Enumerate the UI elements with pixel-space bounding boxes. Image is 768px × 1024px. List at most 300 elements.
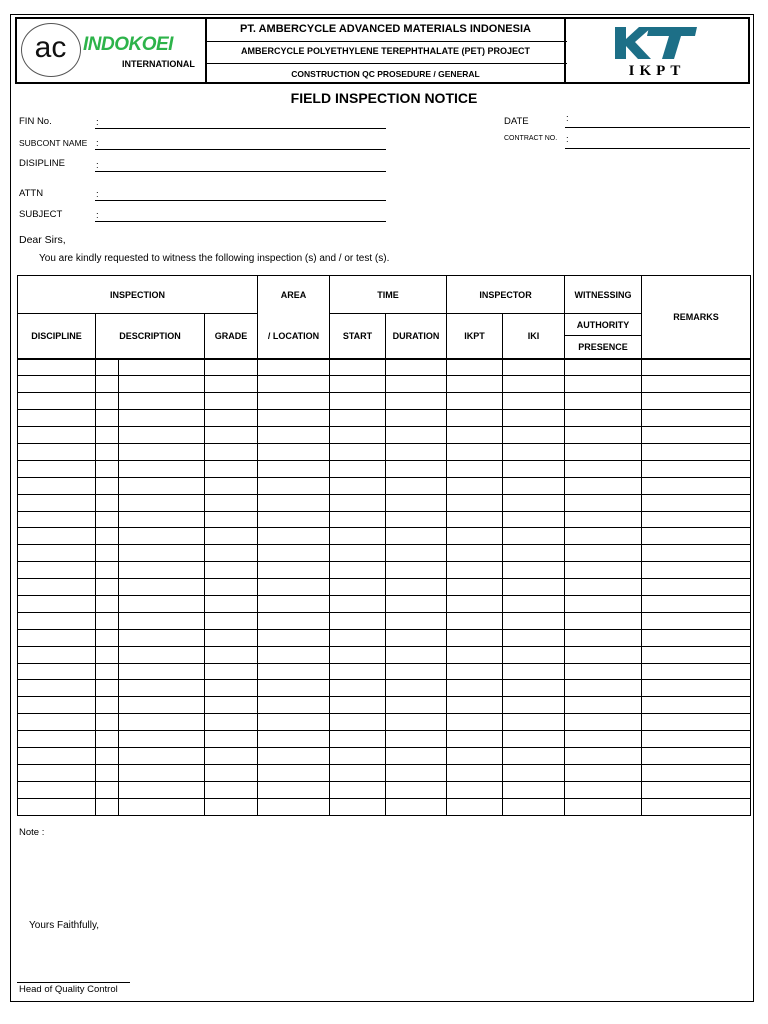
table-cell[interactable]: [96, 528, 119, 545]
table-cell[interactable]: [18, 511, 96, 528]
table-cell[interactable]: [565, 494, 642, 511]
table-cell[interactable]: [386, 511, 447, 528]
table-cell[interactable]: [447, 579, 503, 596]
table-cell[interactable]: [503, 393, 565, 410]
table-cell[interactable]: [330, 511, 386, 528]
table-cell[interactable]: [119, 477, 205, 494]
table-cell[interactable]: [330, 393, 386, 410]
table-cell[interactable]: [119, 393, 205, 410]
table-cell[interactable]: [119, 781, 205, 798]
table-cell[interactable]: [642, 612, 751, 629]
table-cell[interactable]: [330, 764, 386, 781]
table-cell[interactable]: [18, 595, 96, 612]
table-cell[interactable]: [565, 376, 642, 393]
table-cell[interactable]: [96, 562, 119, 579]
table-cell[interactable]: [386, 562, 447, 579]
table-cell[interactable]: [96, 393, 119, 410]
table-cell[interactable]: [119, 646, 205, 663]
table-cell[interactable]: [205, 460, 258, 477]
table-cell[interactable]: [18, 393, 96, 410]
table-cell[interactable]: [386, 764, 447, 781]
table-cell[interactable]: [18, 714, 96, 731]
table-cell[interactable]: [119, 764, 205, 781]
table-cell[interactable]: [205, 663, 258, 680]
table-cell[interactable]: [205, 545, 258, 562]
table-cell[interactable]: [447, 359, 503, 376]
table-cell[interactable]: [447, 477, 503, 494]
table-cell[interactable]: [330, 747, 386, 764]
table-cell[interactable]: [386, 680, 447, 697]
table-cell[interactable]: [258, 410, 330, 427]
table-cell[interactable]: [330, 443, 386, 460]
table-cell[interactable]: [119, 663, 205, 680]
table-cell[interactable]: [258, 646, 330, 663]
table-cell[interactable]: [642, 680, 751, 697]
table-cell[interactable]: [642, 781, 751, 798]
table-cell[interactable]: [565, 359, 642, 376]
table-cell[interactable]: [18, 545, 96, 562]
table-cell[interactable]: [330, 798, 386, 815]
table-cell[interactable]: [119, 494, 205, 511]
table-cell[interactable]: [503, 781, 565, 798]
table-cell[interactable]: [642, 562, 751, 579]
table-cell[interactable]: [119, 697, 205, 714]
table-cell[interactable]: [642, 427, 751, 444]
table-cell[interactable]: [447, 680, 503, 697]
table-cell[interactable]: [119, 562, 205, 579]
table-cell[interactable]: [96, 359, 119, 376]
table-cell[interactable]: [96, 477, 119, 494]
table-cell[interactable]: [18, 460, 96, 477]
table-cell[interactable]: [386, 427, 447, 444]
table-cell[interactable]: [447, 511, 503, 528]
table-cell[interactable]: [330, 562, 386, 579]
table-cell[interactable]: [330, 494, 386, 511]
table-cell[interactable]: [119, 798, 205, 815]
table-cell[interactable]: [18, 612, 96, 629]
table-cell[interactable]: [205, 528, 258, 545]
table-cell[interactable]: [96, 629, 119, 646]
table-cell[interactable]: [18, 528, 96, 545]
table-cell[interactable]: [119, 595, 205, 612]
table-cell[interactable]: [447, 427, 503, 444]
table-cell[interactable]: [18, 410, 96, 427]
table-cell[interactable]: [258, 680, 330, 697]
table-cell[interactable]: [386, 781, 447, 798]
table-cell[interactable]: [503, 798, 565, 815]
table-cell[interactable]: [503, 646, 565, 663]
table-cell[interactable]: [447, 410, 503, 427]
table-cell[interactable]: [386, 545, 447, 562]
table-cell[interactable]: [447, 781, 503, 798]
table-cell[interactable]: [503, 477, 565, 494]
table-cell[interactable]: [205, 562, 258, 579]
table-cell[interactable]: [642, 714, 751, 731]
table-cell[interactable]: [330, 663, 386, 680]
table-cell[interactable]: [18, 731, 96, 748]
table-cell[interactable]: [503, 663, 565, 680]
table-cell[interactable]: [565, 680, 642, 697]
table-cell[interactable]: [642, 359, 751, 376]
table-cell[interactable]: [330, 477, 386, 494]
table-cell[interactable]: [96, 781, 119, 798]
table-cell[interactable]: [258, 528, 330, 545]
table-cell[interactable]: [330, 410, 386, 427]
table-cell[interactable]: [18, 579, 96, 596]
table-cell[interactable]: [386, 798, 447, 815]
table-cell[interactable]: [18, 764, 96, 781]
table-cell[interactable]: [503, 629, 565, 646]
table-cell[interactable]: [565, 612, 642, 629]
table-cell[interactable]: [447, 595, 503, 612]
table-cell[interactable]: [258, 714, 330, 731]
table-cell[interactable]: [642, 646, 751, 663]
table-cell[interactable]: [386, 663, 447, 680]
table-cell[interactable]: [330, 781, 386, 798]
table-cell[interactable]: [447, 731, 503, 748]
table-cell[interactable]: [258, 393, 330, 410]
table-cell[interactable]: [503, 427, 565, 444]
table-cell[interactable]: [18, 427, 96, 444]
table-cell[interactable]: [447, 545, 503, 562]
table-cell[interactable]: [503, 595, 565, 612]
table-cell[interactable]: [642, 376, 751, 393]
table-cell[interactable]: [119, 731, 205, 748]
table-cell[interactable]: [18, 663, 96, 680]
table-cell[interactable]: [642, 731, 751, 748]
table-cell[interactable]: [330, 427, 386, 444]
table-cell[interactable]: [503, 697, 565, 714]
table-cell[interactable]: [119, 410, 205, 427]
table-cell[interactable]: [565, 595, 642, 612]
table-cell[interactable]: [503, 562, 565, 579]
table-cell[interactable]: [447, 612, 503, 629]
table-cell[interactable]: [18, 680, 96, 697]
table-cell[interactable]: [18, 359, 96, 376]
table-cell[interactable]: [565, 393, 642, 410]
table-cell[interactable]: [96, 798, 119, 815]
table-cell[interactable]: [642, 494, 751, 511]
table-cell[interactable]: [258, 359, 330, 376]
table-cell[interactable]: [642, 764, 751, 781]
table-cell[interactable]: [386, 747, 447, 764]
table-cell[interactable]: [205, 764, 258, 781]
table-cell[interactable]: [96, 731, 119, 748]
table-cell[interactable]: [330, 376, 386, 393]
table-cell[interactable]: [386, 477, 447, 494]
table-cell[interactable]: [330, 359, 386, 376]
table-cell[interactable]: [565, 579, 642, 596]
table-cell[interactable]: [330, 680, 386, 697]
table-cell[interactable]: [258, 781, 330, 798]
table-cell[interactable]: [205, 714, 258, 731]
table-cell[interactable]: [205, 477, 258, 494]
table-cell[interactable]: [18, 697, 96, 714]
table-cell[interactable]: [205, 359, 258, 376]
table-cell[interactable]: [447, 460, 503, 477]
table-cell[interactable]: [386, 494, 447, 511]
table-cell[interactable]: [330, 579, 386, 596]
table-cell[interactable]: [119, 629, 205, 646]
table-cell[interactable]: [119, 579, 205, 596]
table-cell[interactable]: [386, 376, 447, 393]
table-cell[interactable]: [258, 595, 330, 612]
table-cell[interactable]: [330, 646, 386, 663]
table-cell[interactable]: [205, 798, 258, 815]
table-cell[interactable]: [642, 629, 751, 646]
table-cell[interactable]: [330, 460, 386, 477]
table-cell[interactable]: [330, 528, 386, 545]
table-cell[interactable]: [205, 612, 258, 629]
table-cell[interactable]: [447, 663, 503, 680]
table-cell[interactable]: [503, 764, 565, 781]
table-cell[interactable]: [447, 714, 503, 731]
table-cell[interactable]: [503, 359, 565, 376]
table-cell[interactable]: [96, 410, 119, 427]
table-cell[interactable]: [96, 545, 119, 562]
table-cell[interactable]: [503, 528, 565, 545]
table-cell[interactable]: [205, 511, 258, 528]
table-cell[interactable]: [119, 747, 205, 764]
table-cell[interactable]: [258, 427, 330, 444]
table-cell[interactable]: [503, 714, 565, 731]
table-cell[interactable]: [205, 646, 258, 663]
subject-field[interactable]: [95, 221, 386, 222]
table-cell[interactable]: [96, 443, 119, 460]
table-cell[interactable]: [258, 562, 330, 579]
table-cell[interactable]: [565, 528, 642, 545]
attn-field[interactable]: [95, 200, 386, 201]
table-cell[interactable]: [447, 562, 503, 579]
table-cell[interactable]: [119, 427, 205, 444]
table-cell[interactable]: [565, 764, 642, 781]
table-cell[interactable]: [642, 528, 751, 545]
table-cell[interactable]: [96, 460, 119, 477]
table-cell[interactable]: [565, 460, 642, 477]
table-cell[interactable]: [258, 697, 330, 714]
table-cell[interactable]: [503, 680, 565, 697]
table-cell[interactable]: [386, 460, 447, 477]
table-cell[interactable]: [205, 443, 258, 460]
table-cell[interactable]: [330, 714, 386, 731]
table-cell[interactable]: [258, 798, 330, 815]
table-cell[interactable]: [503, 747, 565, 764]
subcont-name-field[interactable]: [95, 149, 386, 150]
table-cell[interactable]: [642, 460, 751, 477]
table-cell[interactable]: [503, 612, 565, 629]
table-cell[interactable]: [503, 731, 565, 748]
table-cell[interactable]: [258, 731, 330, 748]
table-cell[interactable]: [205, 494, 258, 511]
table-cell[interactable]: [96, 680, 119, 697]
table-cell[interactable]: [119, 460, 205, 477]
table-cell[interactable]: [642, 697, 751, 714]
table-cell[interactable]: [330, 612, 386, 629]
table-cell[interactable]: [119, 511, 205, 528]
table-cell[interactable]: [503, 579, 565, 596]
table-cell[interactable]: [330, 629, 386, 646]
table-cell[interactable]: [503, 376, 565, 393]
table-cell[interactable]: [447, 629, 503, 646]
table-cell[interactable]: [447, 528, 503, 545]
table-cell[interactable]: [96, 646, 119, 663]
table-cell[interactable]: [565, 562, 642, 579]
table-cell[interactable]: [18, 494, 96, 511]
table-cell[interactable]: [119, 376, 205, 393]
table-cell[interactable]: [18, 646, 96, 663]
table-cell[interactable]: [565, 646, 642, 663]
table-cell[interactable]: [447, 764, 503, 781]
table-cell[interactable]: [386, 595, 447, 612]
table-cell[interactable]: [96, 663, 119, 680]
table-cell[interactable]: [642, 595, 751, 612]
table-cell[interactable]: [96, 714, 119, 731]
table-cell[interactable]: [565, 697, 642, 714]
table-cell[interactable]: [386, 629, 447, 646]
table-cell[interactable]: [503, 494, 565, 511]
table-cell[interactable]: [96, 376, 119, 393]
table-cell[interactable]: [386, 697, 447, 714]
table-cell[interactable]: [565, 781, 642, 798]
table-cell[interactable]: [503, 545, 565, 562]
table-cell[interactable]: [258, 376, 330, 393]
table-cell[interactable]: [565, 714, 642, 731]
table-cell[interactable]: [447, 646, 503, 663]
table-cell[interactable]: [205, 697, 258, 714]
table-cell[interactable]: [386, 612, 447, 629]
table-cell[interactable]: [119, 680, 205, 697]
table-cell[interactable]: [447, 393, 503, 410]
table-cell[interactable]: [18, 629, 96, 646]
table-cell[interactable]: [565, 663, 642, 680]
table-cell[interactable]: [386, 579, 447, 596]
table-cell[interactable]: [565, 410, 642, 427]
table-cell[interactable]: [386, 359, 447, 376]
table-cell[interactable]: [96, 427, 119, 444]
signature-line[interactable]: [17, 982, 130, 983]
table-cell[interactable]: [18, 798, 96, 815]
table-cell[interactable]: [642, 477, 751, 494]
table-cell[interactable]: [258, 764, 330, 781]
table-cell[interactable]: [565, 443, 642, 460]
table-cell[interactable]: [205, 680, 258, 697]
table-cell[interactable]: [503, 460, 565, 477]
table-cell[interactable]: [447, 747, 503, 764]
table-cell[interactable]: [96, 612, 119, 629]
table-cell[interactable]: [386, 528, 447, 545]
table-cell[interactable]: [258, 663, 330, 680]
table-cell[interactable]: [18, 443, 96, 460]
table-cell[interactable]: [447, 494, 503, 511]
table-cell[interactable]: [386, 393, 447, 410]
table-cell[interactable]: [205, 781, 258, 798]
table-cell[interactable]: [18, 477, 96, 494]
table-cell[interactable]: [258, 629, 330, 646]
table-cell[interactable]: [96, 595, 119, 612]
table-cell[interactable]: [642, 747, 751, 764]
table-cell[interactable]: [258, 443, 330, 460]
contract-no-field[interactable]: [565, 148, 750, 149]
table-cell[interactable]: [565, 731, 642, 748]
table-cell[interactable]: [258, 460, 330, 477]
table-cell[interactable]: [386, 646, 447, 663]
table-cell[interactable]: [447, 376, 503, 393]
table-cell[interactable]: [565, 629, 642, 646]
table-cell[interactable]: [642, 443, 751, 460]
table-cell[interactable]: [330, 731, 386, 748]
table-cell[interactable]: [330, 697, 386, 714]
table-cell[interactable]: [386, 410, 447, 427]
table-cell[interactable]: [119, 612, 205, 629]
table-cell[interactable]: [258, 545, 330, 562]
date-field[interactable]: [565, 127, 750, 128]
table-cell[interactable]: [205, 427, 258, 444]
table-cell[interactable]: [330, 595, 386, 612]
table-cell[interactable]: [96, 747, 119, 764]
table-cell[interactable]: [205, 393, 258, 410]
table-cell[interactable]: [447, 697, 503, 714]
table-cell[interactable]: [119, 443, 205, 460]
table-cell[interactable]: [18, 562, 96, 579]
table-cell[interactable]: [386, 714, 447, 731]
table-cell[interactable]: [96, 511, 119, 528]
table-cell[interactable]: [565, 477, 642, 494]
table-cell[interactable]: [119, 545, 205, 562]
table-cell[interactable]: [258, 511, 330, 528]
table-cell[interactable]: [447, 798, 503, 815]
table-cell[interactable]: [258, 477, 330, 494]
fin-no-field[interactable]: [95, 128, 386, 129]
table-cell[interactable]: [119, 359, 205, 376]
table-cell[interactable]: [205, 410, 258, 427]
table-cell[interactable]: [330, 545, 386, 562]
discipline-field[interactable]: [95, 171, 386, 172]
table-cell[interactable]: [18, 747, 96, 764]
table-cell[interactable]: [18, 781, 96, 798]
table-cell[interactable]: [119, 528, 205, 545]
table-cell[interactable]: [386, 443, 447, 460]
table-cell[interactable]: [642, 393, 751, 410]
table-cell[interactable]: [205, 747, 258, 764]
table-cell[interactable]: [565, 427, 642, 444]
table-cell[interactable]: [205, 376, 258, 393]
table-cell[interactable]: [565, 747, 642, 764]
table-cell[interactable]: [96, 494, 119, 511]
table-cell[interactable]: [258, 494, 330, 511]
table-cell[interactable]: [503, 443, 565, 460]
table-cell[interactable]: [503, 410, 565, 427]
table-cell[interactable]: [642, 663, 751, 680]
table-cell[interactable]: [205, 595, 258, 612]
table-cell[interactable]: [96, 579, 119, 596]
table-cell[interactable]: [205, 731, 258, 748]
table-cell[interactable]: [642, 545, 751, 562]
table-cell[interactable]: [258, 579, 330, 596]
table-cell[interactable]: [642, 798, 751, 815]
table-cell[interactable]: [642, 410, 751, 427]
table-cell[interactable]: [258, 747, 330, 764]
table-cell[interactable]: [205, 579, 258, 596]
table-cell[interactable]: [565, 511, 642, 528]
table-cell[interactable]: [565, 545, 642, 562]
table-cell[interactable]: [119, 714, 205, 731]
table-cell[interactable]: [96, 697, 119, 714]
table-cell[interactable]: [503, 511, 565, 528]
table-cell[interactable]: [642, 511, 751, 528]
table-cell[interactable]: [96, 764, 119, 781]
table-cell[interactable]: [258, 612, 330, 629]
table-cell[interactable]: [565, 798, 642, 815]
